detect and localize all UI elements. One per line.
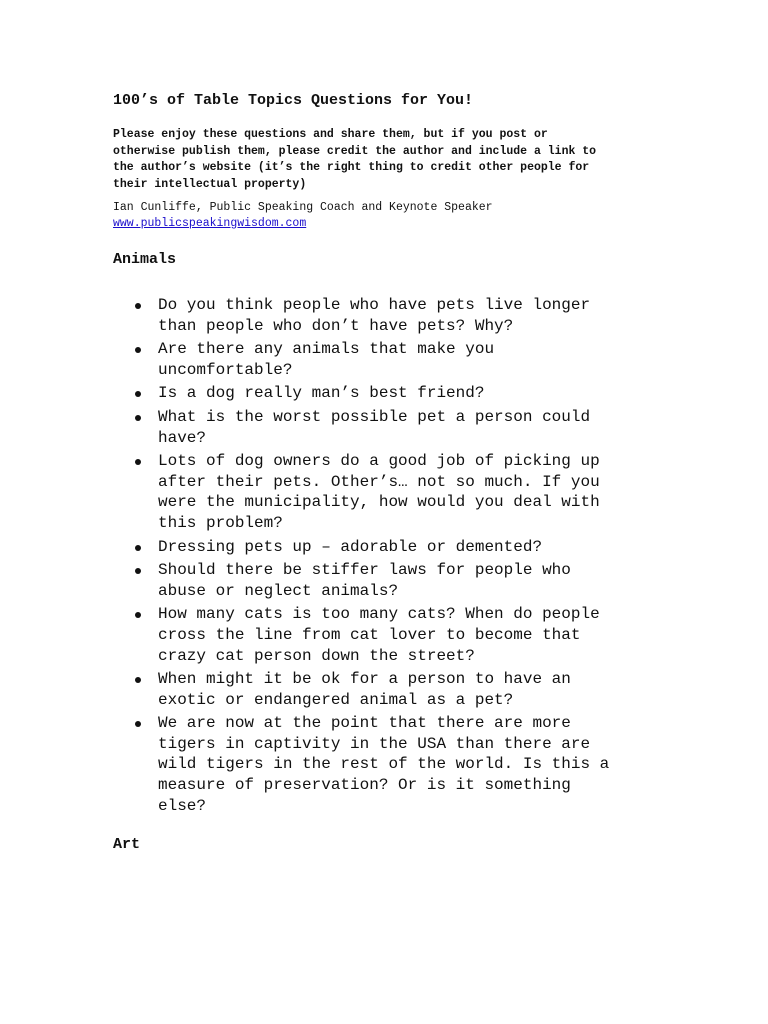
question-text-line: What is the worst possible pet a person could	[158, 407, 591, 426]
author-website-link[interactable]: www.publicspeakingwisdom.com	[113, 216, 307, 230]
question-text-line: uncomfortable?	[158, 360, 293, 379]
question-text-line: When might it be ok for a person to have an	[158, 670, 571, 689]
section-heading-animals: Animals	[113, 251, 177, 268]
bullet-icon	[135, 677, 141, 683]
credit-notice	[113, 127, 673, 193]
list-item	[113, 451, 673, 533]
bullet-icon	[135, 459, 141, 465]
question-text-line: Are there any animals that make you	[158, 340, 495, 359]
list-item	[113, 295, 673, 336]
list-item	[113, 669, 673, 710]
bullet-icon	[135, 612, 141, 618]
list-item	[113, 339, 673, 380]
question-text-line: cross the line from cat lover to become that	[158, 625, 581, 644]
bullet-icon	[135, 415, 141, 421]
document-title: 100’s of Table Topics Questions for You!	[113, 92, 474, 109]
bullet-icon	[135, 347, 141, 353]
author-line: Ian Cunliffe, Public Speaking Coach and Keynote Speaker	[113, 201, 493, 214]
question-text-line: Lots of dog owners do a good job of picking up	[158, 452, 600, 471]
question-text-line: exotic or endangered animal as a pet?	[158, 690, 514, 709]
question-text-line: else?	[158, 796, 207, 815]
bullet-icon	[135, 303, 141, 309]
question-text-line: wild tigers in the rest of the world. Is this a	[158, 755, 610, 774]
bullet-icon	[135, 545, 141, 551]
question-text-line: Dressing pets up – adorable or demented?	[158, 537, 543, 556]
question-text-line: We are now at the point that there are more	[158, 714, 571, 733]
question-text-line: were the municipality, how would you deal with	[158, 493, 600, 512]
list-item	[113, 560, 673, 601]
list-item	[113, 713, 673, 816]
list-item	[113, 383, 673, 404]
question-text-line: Should there be stiffer laws for people who	[158, 561, 571, 580]
bullet-icon	[135, 391, 141, 397]
question-text-line: this problem?	[158, 513, 283, 532]
question-text-line: Do you think people who have pets live longer	[158, 296, 591, 314]
question-text-line: after their pets. Other’s… not so much. If you	[158, 472, 600, 491]
question-text-line: tigers in captivity in the USA than there are	[158, 734, 591, 753]
animals-question-list	[113, 295, 673, 819]
bullet-icon	[135, 568, 141, 574]
question-text-line: abuse or neglect animals?	[158, 581, 399, 600]
section-heading-art: Art	[113, 836, 141, 853]
list-item	[113, 537, 673, 558]
question-text-line: measure of preservation? Or is it something	[158, 776, 571, 795]
list-item	[113, 604, 673, 666]
credit-notice-line: the author’s website (it’s the right thing to credit other people for	[113, 161, 590, 174]
question-text-line: How many cats is too many cats? When do people	[158, 605, 600, 624]
credit-notice-line: Please enjoy these questions and share them, but if you post or	[113, 128, 548, 141]
author-block	[113, 200, 493, 231]
credit-notice-line: their intellectual property)	[113, 177, 307, 191]
bullet-icon	[135, 721, 141, 727]
question-text-line: than people who don’t have pets? Why?	[158, 316, 514, 335]
question-text-line: have?	[158, 428, 207, 447]
credit-notice-line: otherwise publish them, please credit the author and include a link to	[113, 144, 597, 158]
question-text-line: Is a dog really man’s best friend?	[158, 384, 485, 403]
list-item	[113, 407, 673, 448]
question-text-line: crazy cat person down the street?	[158, 646, 475, 665]
